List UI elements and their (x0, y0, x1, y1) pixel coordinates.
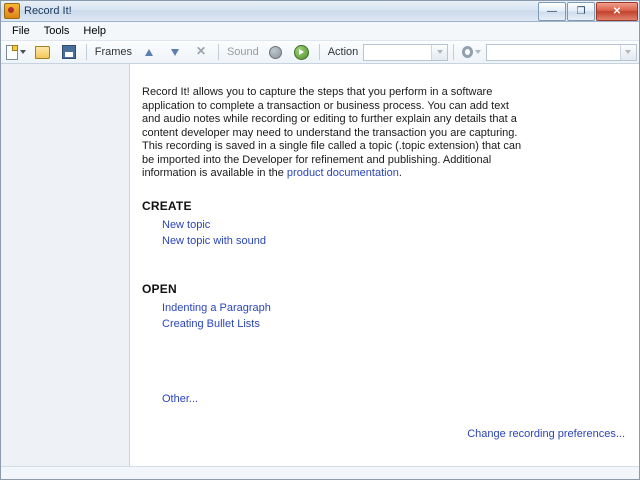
chevron-down-icon (625, 50, 631, 54)
chevron-down-icon (437, 50, 443, 54)
title-bar (1, 1, 639, 22)
arrow-up-icon (145, 49, 153, 56)
intro-text-part-1: Record It! allows you to capture the steps that you perform in a software application to complete a transaction or business process. You can add text and audio notes while recording or editing to further explain any details that a content developer may need to understand the transaction you are capturing. This recording is saved in a single file called a topic (.topic extension) that can be imported into the Developer for refinement and publishing. Additional information is available in the (142, 86, 522, 179)
settings-button[interactable] (459, 42, 484, 62)
link-indenting-a-paragraph[interactable]: Indenting a Paragraph (162, 301, 271, 314)
open-folder-icon (35, 46, 50, 59)
list-item (162, 219, 613, 232)
gear-icon (462, 46, 473, 58)
play-icon (294, 45, 309, 60)
move-frame-down-button[interactable] (163, 42, 187, 62)
save-button[interactable] (57, 42, 81, 62)
delete-x-icon: ✕ (195, 44, 207, 58)
new-document-icon (6, 45, 18, 60)
link-new-topic[interactable]: New topic (162, 218, 211, 231)
action-label: Action (327, 46, 359, 58)
link-change-recording-preferences[interactable]: Change recording preferences... (467, 428, 625, 440)
settings-combobox[interactable] (486, 44, 637, 61)
frames-pane (1, 64, 130, 466)
open-heading: OPEN (142, 281, 177, 296)
frames-label: Frames (94, 46, 133, 58)
open-button[interactable] (31, 42, 55, 62)
toolbar-separator-4 (453, 44, 454, 60)
menu-file[interactable]: File (12, 25, 30, 37)
main-area (1, 64, 639, 466)
toolbar-separator-2 (218, 44, 219, 60)
record-sound-button[interactable] (264, 42, 288, 62)
list-item (162, 318, 613, 331)
intro-paragraph (142, 86, 522, 181)
link-other[interactable]: Other... (162, 392, 199, 405)
intro-text-part-2: . (398, 167, 402, 179)
menu-bar (1, 22, 639, 41)
list-item (162, 302, 613, 315)
link-creating-bullet-lists[interactable]: Creating Bullet Lists (162, 317, 260, 330)
action-combobox[interactable] (363, 44, 448, 61)
action-combobox-arrow[interactable] (431, 45, 447, 60)
arrow-down-icon (171, 49, 179, 56)
menu-tools[interactable]: Tools (43, 25, 70, 37)
open-link-list (162, 302, 613, 331)
play-sound-button[interactable] (290, 42, 314, 62)
status-bar (1, 466, 639, 479)
list-item (162, 235, 613, 248)
menu-help[interactable]: Help (83, 25, 107, 37)
save-icon (62, 45, 76, 59)
delete-frame-button[interactable] (189, 42, 213, 62)
record-circle-icon (269, 46, 282, 59)
window-title: Record It! (24, 5, 72, 17)
create-heading: CREATE (142, 198, 192, 213)
window-controls (537, 2, 638, 20)
close-button[interactable]: ✕ (596, 2, 638, 21)
link-new-topic-with-sound[interactable]: New topic with sound (162, 234, 266, 247)
sound-label: Sound (226, 46, 259, 58)
chevron-down-icon (20, 50, 26, 54)
move-frame-up-button[interactable] (137, 42, 161, 62)
start-page (130, 64, 639, 466)
maximize-button[interactable]: ❐ (567, 2, 595, 21)
create-link-list (162, 219, 613, 248)
toolbar-separator-1 (86, 44, 87, 60)
preferences-link-container (467, 428, 625, 440)
new-topic-button[interactable] (3, 42, 29, 62)
other-link-container (162, 393, 613, 405)
settings-combobox-arrow[interactable] (620, 45, 636, 60)
toolbar (1, 41, 639, 64)
product-documentation-link[interactable]: product documentation (286, 167, 399, 179)
minimize-button[interactable]: — (538, 2, 566, 21)
chevron-down-icon (475, 50, 481, 54)
toolbar-separator-3 (319, 44, 320, 60)
record-app-icon (4, 3, 20, 19)
